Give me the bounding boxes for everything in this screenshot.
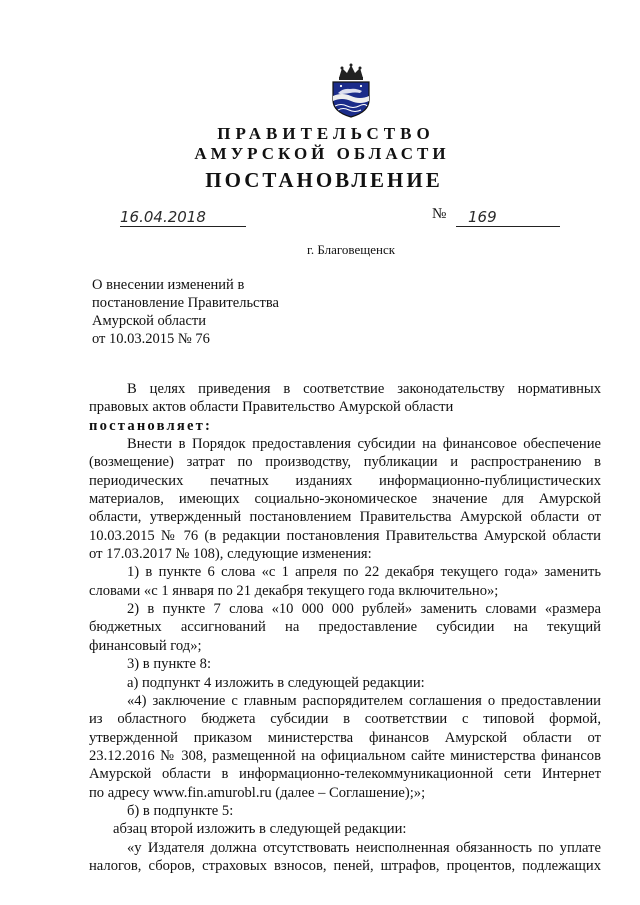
body-line: Внести в Порядок предоставления субсидии на финансовое обеспечение [127, 436, 601, 453]
subject-line: от 10.03.2015 № 76 [92, 331, 210, 347]
number-label: № [432, 206, 447, 222]
body-line: а) подпункт 4 изложить в следующей редакции: [127, 674, 425, 691]
number-field [456, 206, 560, 227]
body-line: 10.03.2015 № 76 (в редакции постановления Правительства Амурской области [89, 527, 601, 544]
subject-line: О внесении изменений в [92, 277, 245, 293]
body-line-resolves: постановляет: [89, 417, 213, 434]
document-body [89, 380, 601, 875]
number-handwritten: 169 [468, 208, 497, 226]
body-line: В целях приведения в соответствие законодательству нормативных [127, 381, 601, 397]
body-line: 2) в пункте 7 слова «10 000 000 рублей» заменить словами «размера [127, 601, 601, 618]
city-line: г. Благовещенск [306, 242, 396, 257]
body-line: словами «с 1 января по 21 декабря текущего года включительно»; [89, 582, 499, 599]
body-line: 23.12.2016 № 308, размещенной на официальном сайте министерства финансов [89, 747, 601, 764]
body-line: абзац второй изложить в следующей редакции: [113, 821, 407, 838]
body-line: утвержденной приказом министерства финансов Амурской области от [89, 729, 601, 746]
document-type-title: ПОСТАНОВЛЕНИЕ [205, 168, 443, 192]
body-line: от 17.03.2017 № 108), следующие изменения: [89, 546, 372, 563]
body-line: налогов, сборов, страховых взносов, пеней, штрафов, процентов, подлежащих [89, 857, 601, 874]
body-line: 1) в пункте 6 слова «с 1 апреля по 22 декабря текущего года» заменить [127, 564, 601, 581]
body-line: «4) заключение с главным распорядителем соглашения о предоставлении [127, 692, 601, 709]
body-line: бюджетных ассигнований на предоставление субсидии на текущий [89, 619, 601, 636]
body-line: правовых актов области Правительство Амурской области [89, 399, 454, 416]
body-line: по адресу www.fin.amurobl.ru (далее – Соглашение);»; [89, 784, 426, 801]
coat-of-arms-icon [329, 62, 373, 118]
body-line: «у Издателя должна отсутствовать неисполненная обязанность по уплате [127, 839, 601, 856]
body-line: области, утвержденный постановлением Правительства Амурской области от [89, 509, 601, 526]
subject-block [92, 276, 279, 348]
body-line: из областного бюджета субсидии в соответствии с типовой формой, [89, 711, 601, 728]
body-line: (возмещение) затрат по производству, публикации и распространению в [89, 454, 601, 471]
region-title: АМУРСКОЙ ОБЛАСТИ [194, 144, 450, 163]
body-line: финансовый год»; [89, 637, 202, 654]
body-line: периодических печатных изданиях информационно-публицистических [89, 472, 601, 489]
date-field [120, 206, 246, 227]
body-line: Амурской области в информационно-телекоммуникационной сети Интернет [89, 766, 601, 783]
subject-line: Амурской области [92, 313, 206, 329]
body-line: б) в подпункте 5: [127, 802, 234, 819]
subject-line: постановление Правительства [92, 295, 279, 311]
date-handwritten: 16.04.2018 [120, 208, 206, 226]
body-line: материалов, имеющих социально-экономическое значение для Амурской [89, 491, 601, 508]
government-title: ПРАВИТЕЛЬСТВО [217, 124, 435, 143]
body-line: 3) в пункте 8: [127, 656, 212, 673]
